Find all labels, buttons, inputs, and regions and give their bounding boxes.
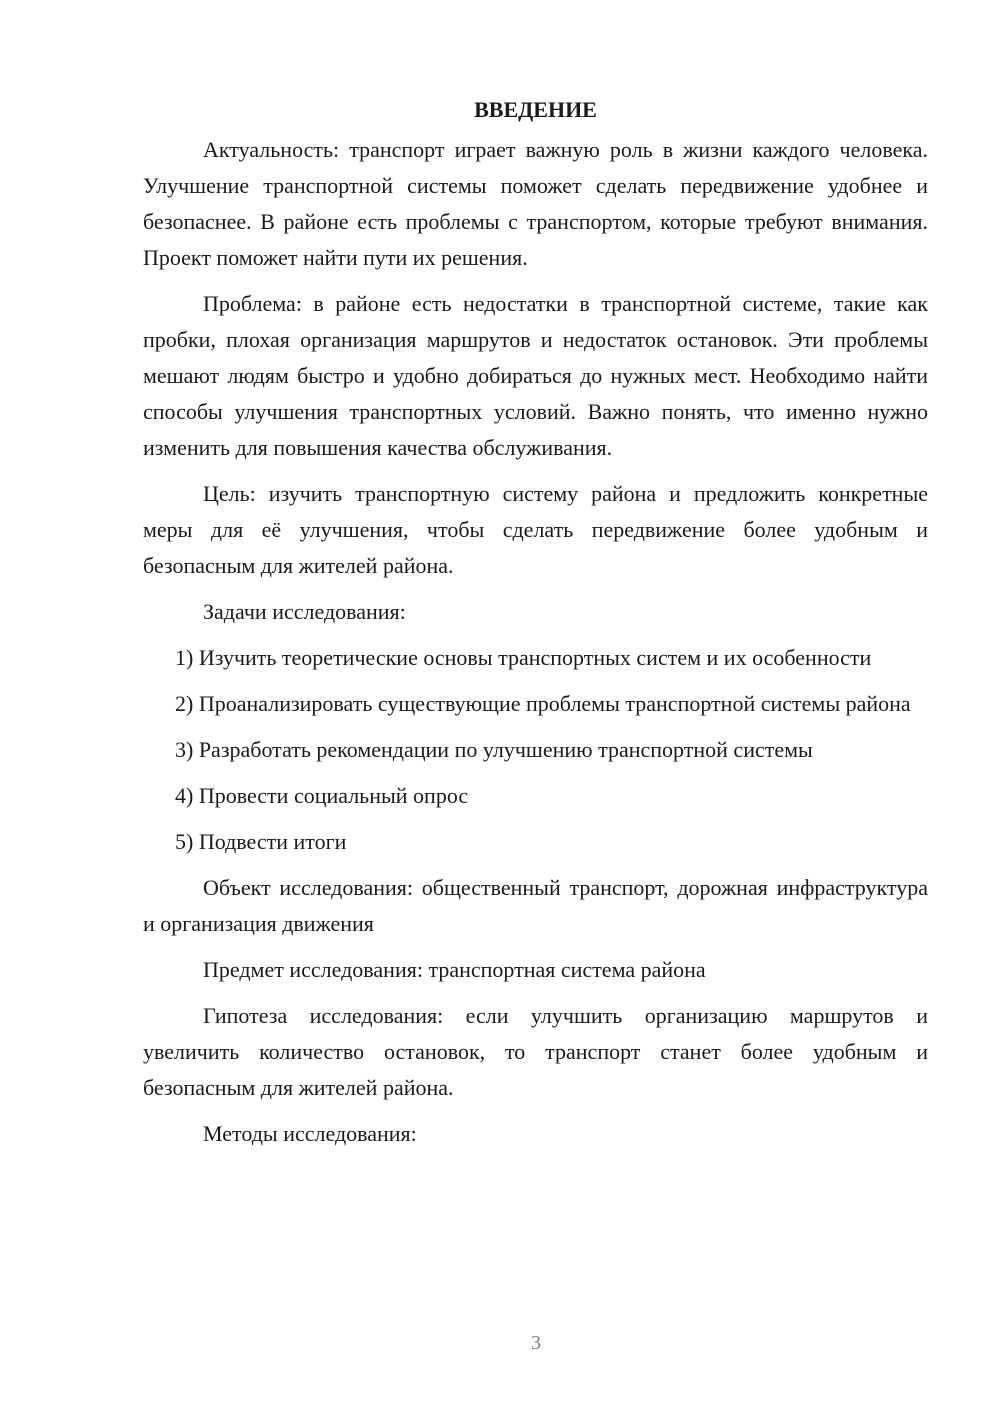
task-item: 4) Провести социальный опрос — [175, 783, 469, 808]
tasks-heading: Задачи исследования: — [203, 599, 406, 624]
methods-heading: Методы исследования: — [203, 1121, 417, 1146]
subject-paragraph: Предмет исследования: транспортная система района — [203, 957, 706, 982]
page-title: ВВЕДЕНИЕ — [474, 97, 597, 122]
task-item: 2) Проанализировать существующие проблемы транспортной системы района — [175, 691, 911, 716]
page-number: 3 — [531, 1332, 541, 1354]
document-page — [143, 92, 928, 1162]
hypothesis-paragraph: Гипотеза исследования: если улучшить организацию маршрутов и увеличить количество остановок, то транспорт станет более удобным и безопасным для жителей района. — [143, 1003, 928, 1100]
task-item: 5) Подвести итоги — [175, 829, 347, 854]
object-paragraph: Объект исследования: общественный транспорт, дорожная инфраструктура и организация движения — [143, 875, 928, 936]
problem-paragraph: Проблема: в районе есть недостатки в транспортной системе, такие как пробки, плохая организация маршрутов и недостаток остановок. Эти проблемы мешают людям быстро и удобно добираться до нужных мест. Необходимо найти способы улучшения транспортных условий. Важно понять, что именно нужно изменить для повышения качества обслуживания. — [143, 291, 928, 460]
goal-paragraph: Цель: изучить транспортную систему района и предложить конкретные меры для её улучшения, чтобы сделать передвижение более удобным и безопасным для жителей района. — [143, 481, 928, 578]
relevance-paragraph: Актуальность: транспорт играет важную роль в жизни каждого человека. Улучшение транспортной системы поможет сделать передвижение удобнее и безопаснее. В районе есть проблемы с транспортом, которые требуют внимания. Проект поможет найти пути их решения. — [143, 137, 928, 270]
tasks-list — [143, 640, 928, 860]
task-item: 3) Разработать рекомендации по улучшению транспортной системы — [175, 737, 813, 762]
task-item: 1) Изучить теоретические основы транспортных систем и их особенности — [175, 645, 872, 670]
